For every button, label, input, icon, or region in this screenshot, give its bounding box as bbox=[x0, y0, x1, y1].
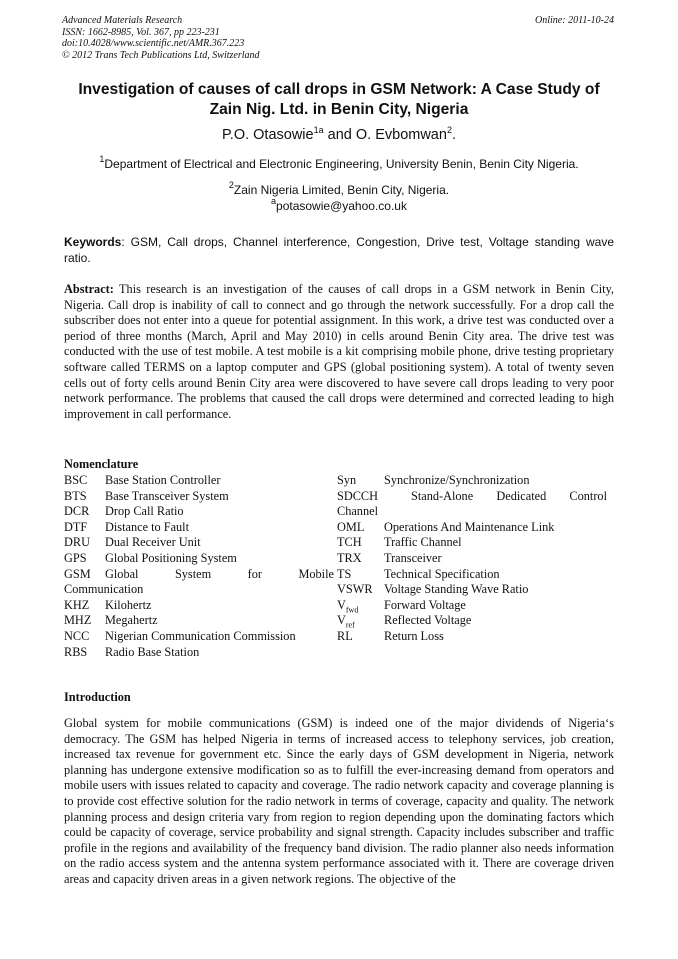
nomenclature-row bbox=[337, 489, 607, 505]
aff2-text: Zain Nigeria Limited, Benin City, Nigeria. bbox=[233, 183, 450, 197]
doi-line: doi:10.4028/www.scientific.net/AMR.367.223 bbox=[62, 38, 245, 50]
abbr: VSWR bbox=[337, 582, 373, 597]
definition: Megahertz bbox=[105, 613, 158, 628]
affiliation-2 bbox=[0, 180, 678, 198]
issn-line: ISSN: 1662-8985, Vol. 367, pp 223-231 bbox=[62, 26, 220, 38]
definition: Global Positioning System bbox=[105, 550, 237, 565]
nomenclature-row bbox=[64, 473, 334, 489]
nomenclature-row bbox=[64, 598, 334, 614]
title-line-1: Investigation of causes of call drops in GSM Network: A Case Study of bbox=[78, 81, 600, 98]
abbr: GPS bbox=[64, 550, 87, 565]
definition: Technical Specification bbox=[384, 566, 500, 581]
nomenclature-row-continuation bbox=[337, 504, 607, 520]
nomenclature-row bbox=[64, 567, 334, 583]
abstract-label: Abstract: bbox=[64, 282, 114, 296]
email-sup: a bbox=[271, 196, 277, 206]
author-end: . bbox=[451, 127, 456, 143]
definition: Transceiver bbox=[384, 550, 442, 565]
author-conjunction: and bbox=[327, 127, 352, 143]
abbr: KHZ bbox=[64, 597, 90, 612]
definition: Dual Receiver Unit bbox=[105, 535, 201, 550]
author-2-sup: 2 bbox=[446, 125, 452, 135]
definition: Base Station Controller bbox=[105, 473, 221, 487]
abbr: TRX bbox=[337, 550, 362, 565]
abbr: RL bbox=[337, 628, 353, 643]
definition: Nigerian Communication Commission bbox=[105, 628, 296, 643]
aff1-sup: 1 bbox=[99, 154, 105, 164]
nomenclature-row bbox=[64, 629, 334, 645]
definition-continuation: Communication bbox=[64, 582, 144, 597]
definition bbox=[384, 489, 607, 505]
definition bbox=[105, 567, 334, 583]
journal-header bbox=[62, 15, 260, 61]
word: Global bbox=[105, 566, 139, 581]
nomenclature-row bbox=[64, 645, 334, 661]
abbr: DTF bbox=[64, 519, 88, 534]
abbr: BSC bbox=[64, 473, 88, 487]
nomenclature-row bbox=[337, 567, 607, 583]
abbr: OML bbox=[337, 519, 365, 534]
abbr: Syn bbox=[337, 473, 357, 487]
nomenclature-row bbox=[337, 535, 607, 551]
abbr: TS bbox=[337, 566, 352, 581]
definition: Reflected Voltage bbox=[384, 613, 472, 628]
keywords-text: : GSM, Call drops, Channel interference, Congestion, Drive test, Voltage standing wave ratio. bbox=[64, 235, 614, 265]
abbr-vfwd: $V_{fwd}$ bbox=[337, 597, 359, 615]
author-1-sup: 1a bbox=[313, 125, 324, 135]
word: Stand-Alone bbox=[411, 488, 474, 503]
nomenclature-row bbox=[64, 613, 334, 629]
definition: Operations And Maintenance Link bbox=[384, 519, 555, 534]
nomenclature-row bbox=[337, 473, 607, 489]
author-1: P.O. Otasowie bbox=[221, 127, 314, 143]
nomenclature-row bbox=[337, 520, 607, 536]
nomenclature-row bbox=[337, 582, 607, 598]
definition: Forward Voltage bbox=[384, 597, 466, 612]
nomenclature-row bbox=[337, 598, 607, 614]
abbr: NCC bbox=[64, 628, 90, 643]
abbr: DCR bbox=[64, 504, 90, 519]
definition: Radio Base Station bbox=[105, 644, 200, 659]
nomenclature-row-continuation bbox=[64, 582, 334, 598]
abbr: DRU bbox=[64, 535, 90, 550]
definition: Base Transceiver System bbox=[105, 488, 229, 503]
introduction-heading: Introduction bbox=[64, 690, 131, 704]
introduction-text: Global system for mobile communications (GSM) is indeed one of the major dividends of Nigeria‘s democracy. The GSM has helped Nigeria in terms of increased access to telephony services, job creation, increased tax revenue for government etc. Since the early days of GSM development in Nigeria, network planning has undergone extensive modification so as to fulfill the ever-increasing demand from operators and mobile users with issues related to capacity and coverage. The radio network capacity and coverage planning is to provide cost effective solution for the radio network in terms of coverage, capacity and quality. The network planning process and design criteria vary from region to region depending upon the dominating factors which could be capacity of coverage, service probability and signal strength. Capacity includes subscriber and traffic profile in the regions and availability of the frequency band division. The radio planner also needs information on the radio access system and the antenna system performance associated with it. There are coverage driven areas and capacity driven areas in a given network regions. The objective of the bbox=[64, 716, 614, 886]
abbr: GSM bbox=[64, 566, 91, 581]
definition: Kilohertz bbox=[105, 597, 152, 612]
nomenclature-left-column bbox=[64, 473, 334, 660]
keywords bbox=[64, 235, 614, 266]
definition: Drop Call Ratio bbox=[105, 504, 184, 519]
nomenclature-row bbox=[337, 613, 607, 629]
definition-continuation: Channel bbox=[337, 504, 378, 519]
nomenclature-heading: Nomenclature bbox=[64, 457, 139, 471]
online-date: Online: 2011-10-24 bbox=[535, 15, 614, 26]
word: Dedicated bbox=[496, 488, 547, 503]
keywords-label: Keywords bbox=[64, 235, 122, 249]
nomenclature-row bbox=[64, 535, 334, 551]
definition: Synchronize/Synchronization bbox=[384, 473, 530, 487]
author-2: O. Evbomwan bbox=[355, 127, 447, 143]
abbr: MHZ bbox=[64, 613, 92, 628]
copyright-line: © 2012 Trans Tech Publications Ltd, Switzerland bbox=[62, 49, 260, 61]
abbr: RBS bbox=[64, 644, 88, 659]
abbr: SDCCH bbox=[337, 488, 379, 503]
abbr-vref: $V_{ref}$ bbox=[337, 613, 355, 630]
nomenclature-row bbox=[337, 629, 607, 645]
nomenclature-row bbox=[64, 489, 334, 505]
journal-name: Advanced Materials Research bbox=[62, 15, 183, 26]
aff2-sup: 2 bbox=[228, 180, 234, 190]
definition: Distance to Fault bbox=[105, 519, 190, 534]
title-line-2: Zain Nig. Ltd. in Benin City, Nigeria bbox=[209, 100, 469, 118]
word: Mobile bbox=[298, 566, 334, 581]
abstract bbox=[64, 282, 614, 422]
abstract-text: This research is an investigation of the causes of call drops in a GSM network in Benin City, Nigeria. Call drop is inability of call to connect and go through the network successfully. For a drop call the subscriber does not enter into a queue for potential assignment. In this work, a drive test was conducted over a period of three months (March, April and May 2010) in cells around Benin City area. The drive test was conducted with the use of test mobile. A test mobile is a kit comprising mobile phone, drive testing proprietary software called TERMS on a laptop computer and GPS (global positioning system). A total of twenty seven cells out of forty cells around Benin City area were discovered to have severe call drops leading to very poor network performance. The problems that caused the call drops were determined and corrected leading to high improvement in call performance. bbox=[64, 282, 614, 421]
word: System bbox=[174, 566, 212, 581]
email-address[interactable]: potasowie@yahoo.co.uk bbox=[276, 199, 407, 213]
nomenclature-right-column bbox=[337, 473, 607, 645]
abbr: TCH bbox=[337, 535, 362, 550]
affiliation-1 bbox=[0, 154, 678, 172]
abbr: BTS bbox=[64, 488, 87, 503]
nomenclature-row bbox=[64, 504, 334, 520]
word: for bbox=[247, 566, 262, 581]
nomenclature-row bbox=[337, 551, 607, 567]
definition: Voltage Standing Wave Ratio bbox=[384, 582, 529, 597]
aff1-text: Department of Electrical and Electronic Engineering, University Benin, Benin City Nigeria. bbox=[104, 157, 579, 171]
email-line bbox=[0, 196, 678, 214]
nomenclature-row bbox=[64, 520, 334, 536]
definition: Return Loss bbox=[384, 628, 444, 643]
author-list bbox=[0, 127, 678, 143]
definition: Traffic Channel bbox=[384, 535, 462, 550]
word: Control bbox=[569, 488, 607, 503]
paper-title bbox=[56, 80, 622, 119]
nomenclature-row bbox=[64, 551, 334, 567]
